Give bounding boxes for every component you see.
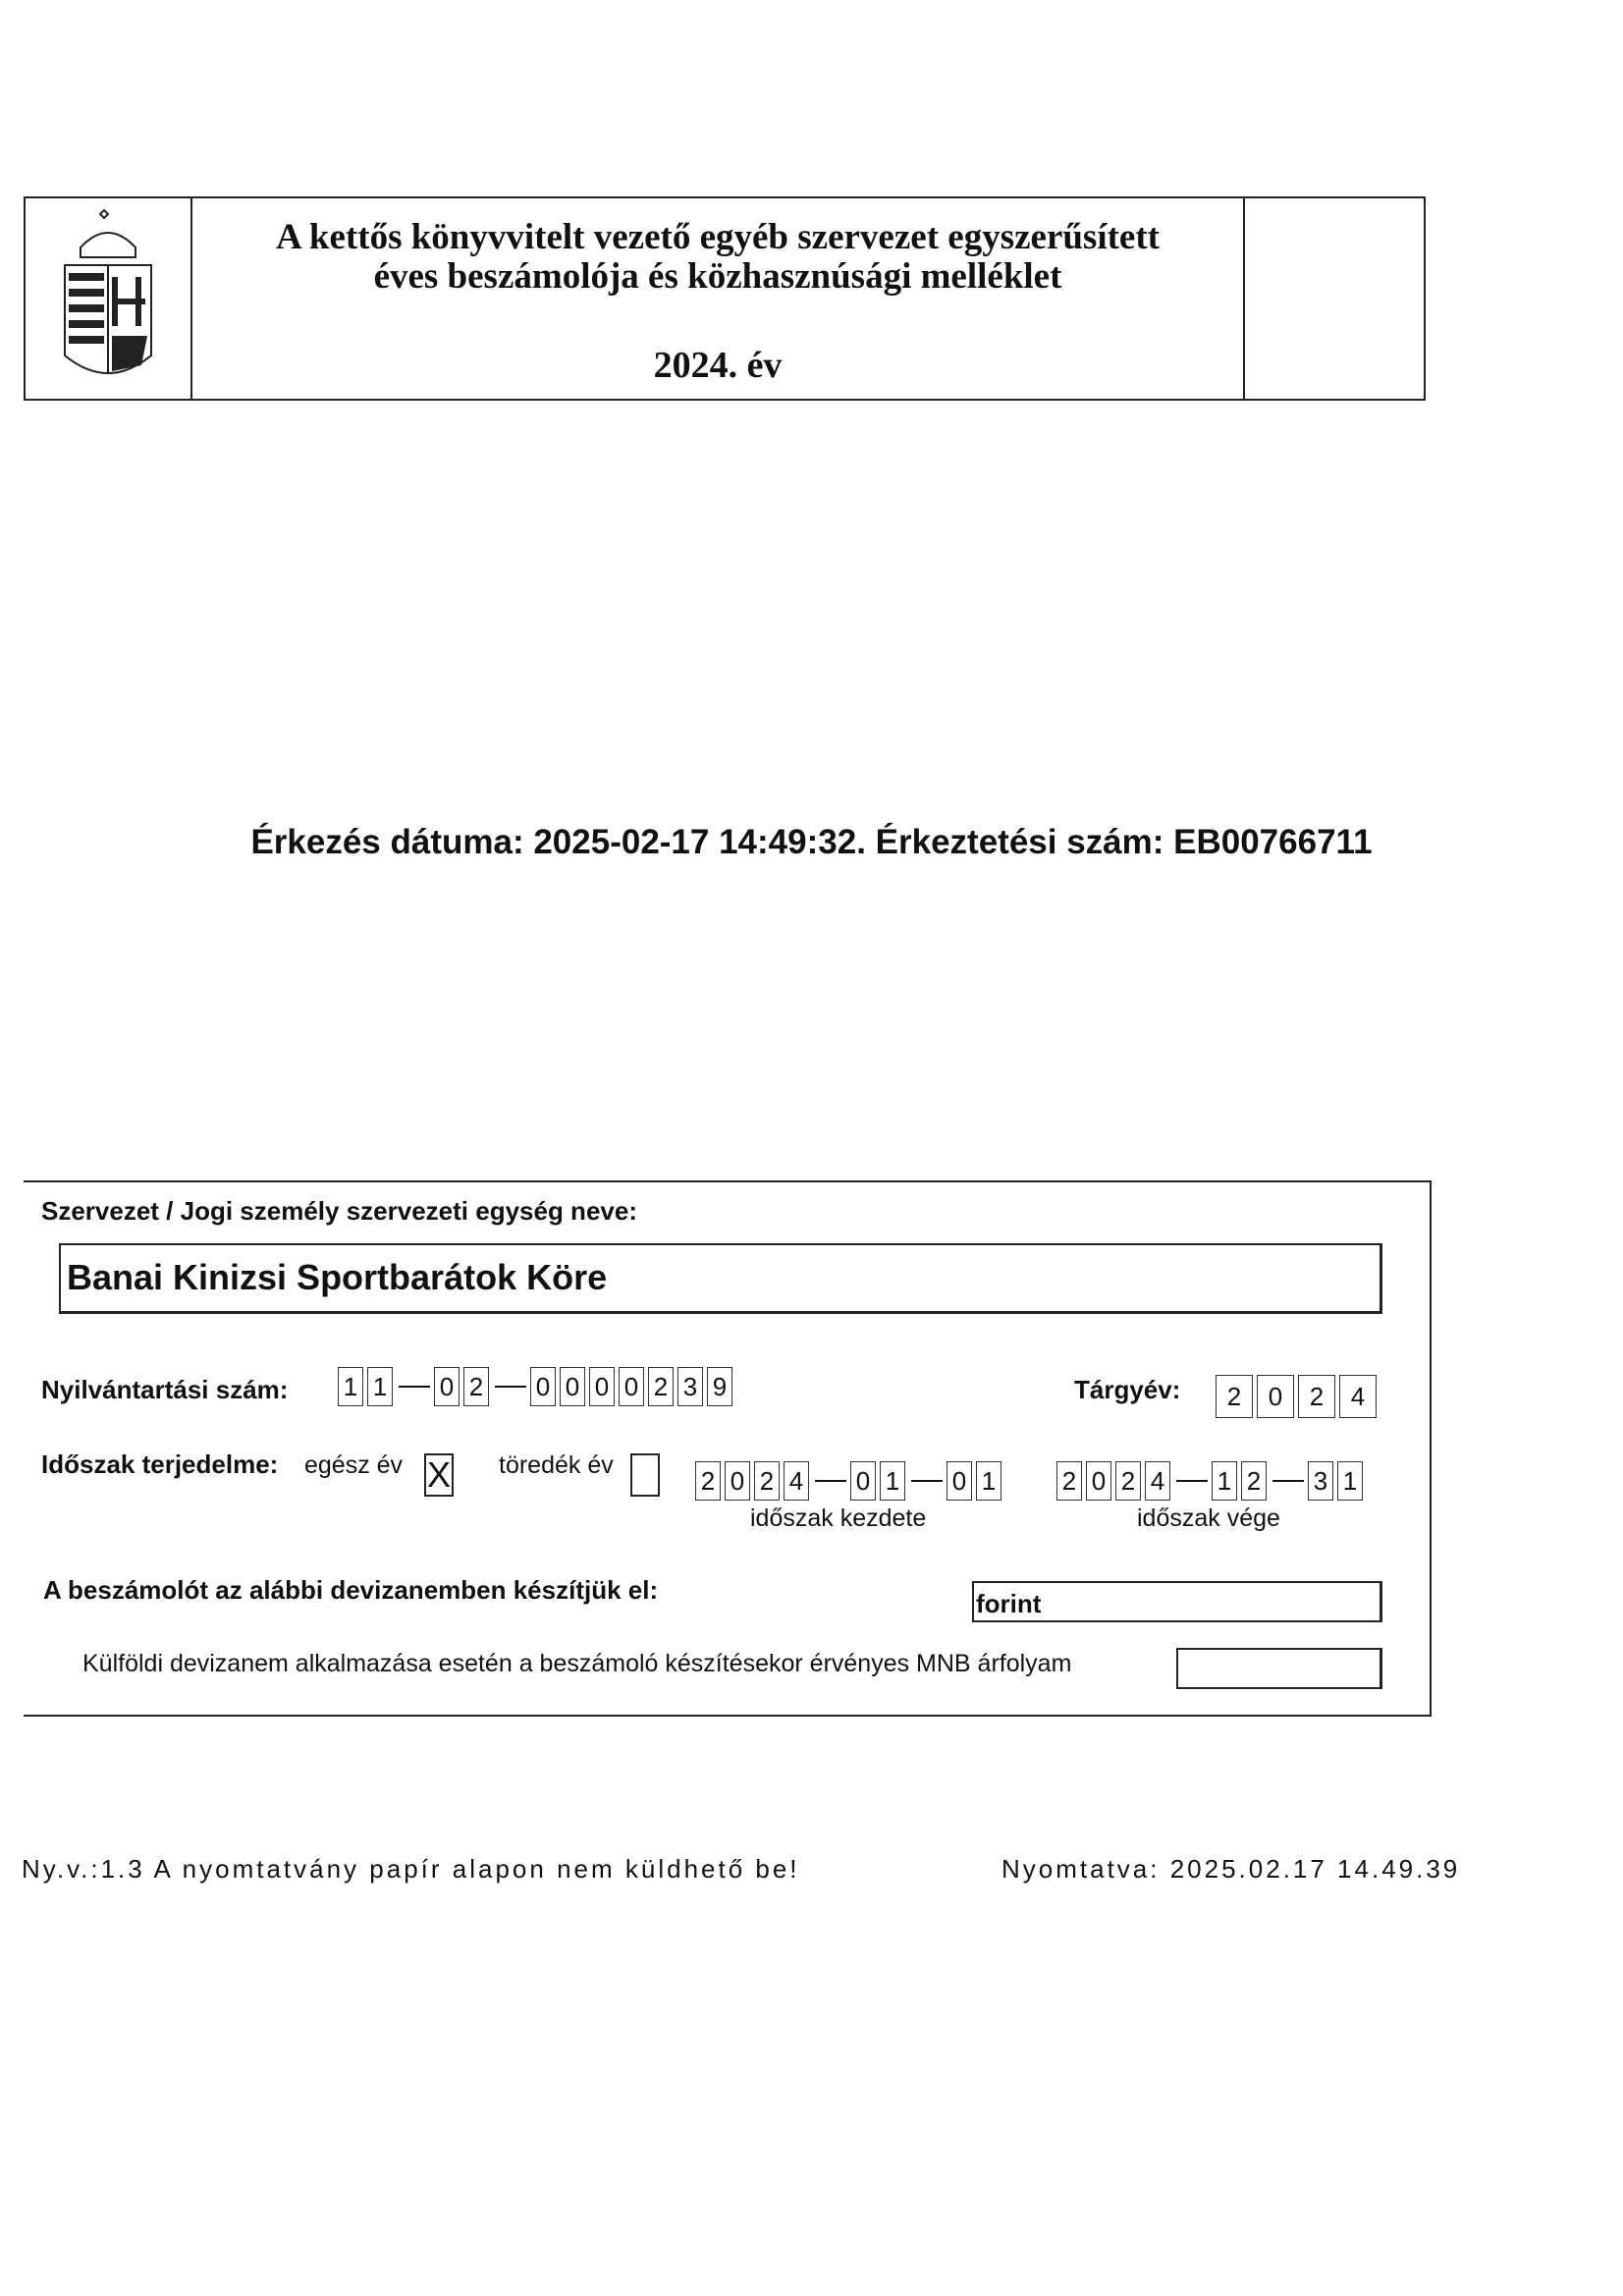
- document-title-line2: éves beszámolója és közhasznúsági melléklet: [373, 256, 1062, 297]
- year-digit: 2: [1298, 1375, 1335, 1418]
- reg-number-field: [338, 1367, 736, 1406]
- header-divider-left: [190, 198, 192, 399]
- period-start-field: [695, 1461, 1005, 1501]
- date-digit: 0: [947, 1461, 972, 1501]
- date-dash: [815, 1480, 846, 1482]
- date-digit: 0: [850, 1461, 876, 1501]
- reg-digit: 1: [338, 1367, 363, 1406]
- coat-of-arms-icon: [51, 208, 165, 391]
- date-digit: 1: [880, 1461, 905, 1501]
- header-box: [24, 196, 1426, 401]
- date-digit: 2: [1241, 1461, 1267, 1501]
- period-start-label: időszak kezdete: [750, 1504, 927, 1532]
- reg-dash: [495, 1386, 526, 1388]
- reg-number-label: Nyilvántartási szám:: [41, 1375, 289, 1404]
- date-dash: [1272, 1480, 1304, 1482]
- date-digit: 0: [725, 1461, 750, 1501]
- target-year-label: Tárgyév:: [1074, 1375, 1181, 1404]
- date-digit: 4: [1145, 1461, 1170, 1501]
- org-name-value: Banai Kinizsi Sportbarátok Köre: [67, 1257, 608, 1297]
- header-divider-right: [1243, 198, 1245, 399]
- year-digit: 0: [1257, 1375, 1294, 1418]
- reg-digit: 9: [707, 1367, 732, 1406]
- date-digit: 0: [1086, 1461, 1111, 1501]
- date-digit: 1: [1337, 1461, 1363, 1501]
- reg-digit: 0: [589, 1367, 615, 1406]
- date-dash: [911, 1480, 943, 1482]
- report-year: 2024. év: [653, 345, 783, 386]
- partial-year-checkbox[interactable]: [630, 1453, 660, 1497]
- whole-year-label: egész év: [304, 1451, 404, 1479]
- currency-label: A beszámolót az alábbi devizanemben készítjük el:: [43, 1575, 659, 1605]
- reg-digit: 0: [530, 1367, 556, 1406]
- reg-digit: 1: [367, 1367, 393, 1406]
- reg-digit: 0: [560, 1367, 585, 1406]
- date-digit: 1: [1212, 1461, 1237, 1501]
- date-digit: 1: [976, 1461, 1001, 1501]
- arrival-info: Érkezés dátuma: 2025-02-17 14:49:32. Érkeztetési szám: EB00766711: [250, 823, 1373, 861]
- date-digit: 3: [1308, 1461, 1333, 1501]
- print-timestamp: Nyomtatva: 2025.02.17 14.49.39: [1001, 1854, 1461, 1884]
- period-label: Időszak terjedelme:: [41, 1449, 279, 1479]
- reg-dash: [399, 1386, 430, 1388]
- target-year-field: [1216, 1375, 1380, 1418]
- year-digit: 4: [1339, 1375, 1377, 1418]
- reg-digit: 2: [648, 1367, 674, 1406]
- currency-value: forint: [976, 1589, 1042, 1618]
- date-digit: 2: [1056, 1461, 1082, 1501]
- reg-digit: 3: [677, 1367, 703, 1406]
- date-digit: 2: [754, 1461, 780, 1501]
- reg-digit: 0: [434, 1367, 460, 1406]
- date-digit: 4: [784, 1461, 809, 1501]
- date-digit: 2: [695, 1461, 721, 1501]
- date-dash: [1176, 1480, 1208, 1482]
- exchange-rate-label: Külföldi devizanem alkalmazása esetén a beszámoló készítésekor érvényes MNB árfolyam: [82, 1650, 1072, 1677]
- org-name-label: Szervezet / Jogi személy szervezeti egység neve:: [41, 1196, 637, 1226]
- period-end-label: időszak vége: [1137, 1504, 1280, 1532]
- whole-year-checkbox[interactable]: X: [424, 1453, 454, 1497]
- reg-digit: 0: [619, 1367, 644, 1406]
- form-version-note: Ny.v.:1.3 A nyomtatvány papír alapon nem küldhető be!: [22, 1854, 800, 1884]
- reg-digit: 2: [463, 1367, 489, 1406]
- year-digit: 2: [1216, 1375, 1253, 1418]
- date-digit: 2: [1115, 1461, 1141, 1501]
- partial-year-label: töredék év: [499, 1451, 614, 1479]
- document-title-line1: A kettős könyvvitelt vezető egyéb szervezet egyszerűsített: [276, 217, 1160, 257]
- exchange-rate-field: [1176, 1648, 1382, 1689]
- period-end-field: [1056, 1461, 1367, 1501]
